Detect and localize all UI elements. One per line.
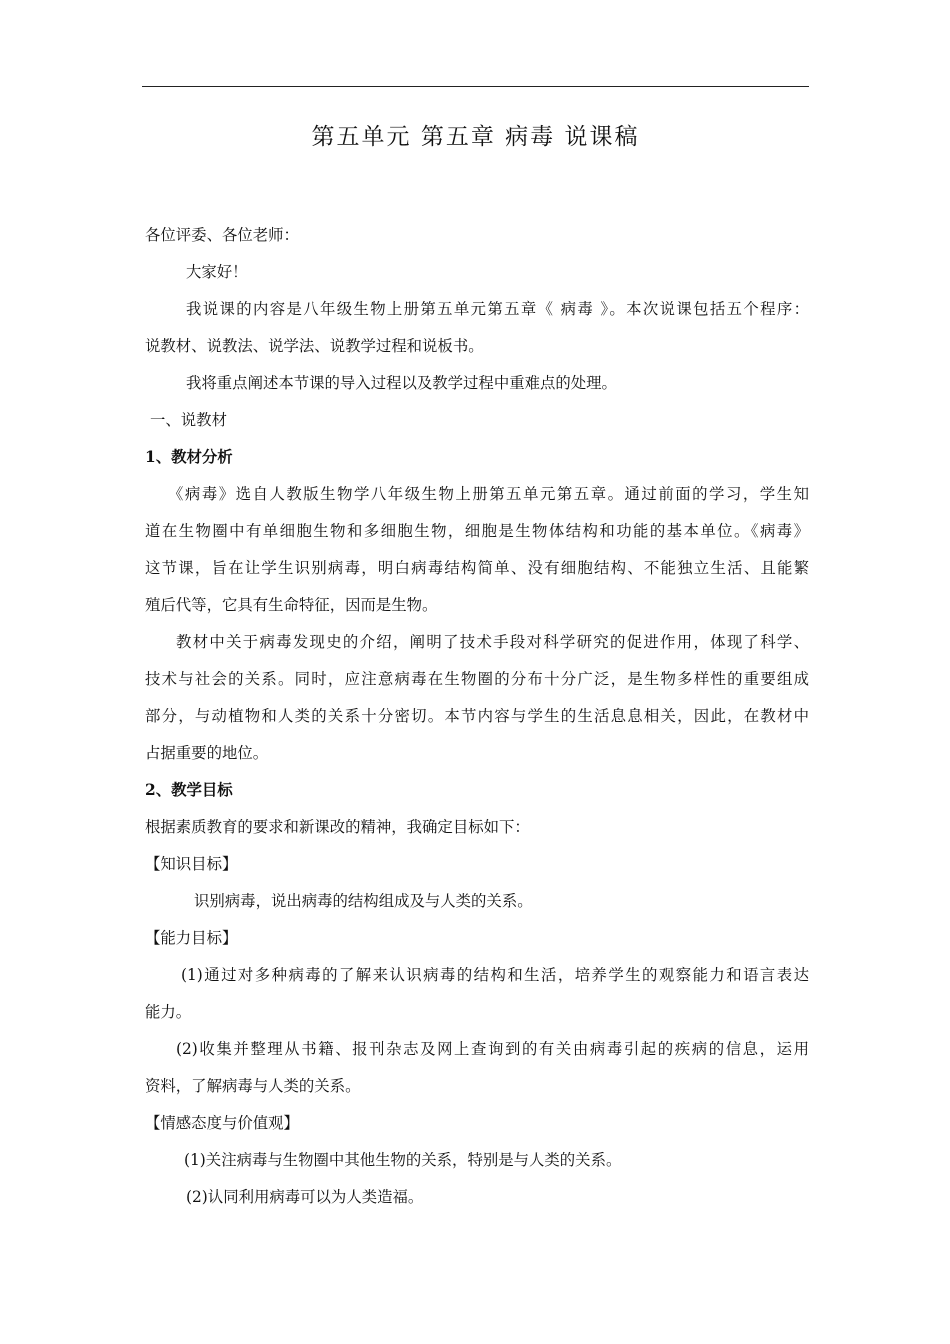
paragraph-line: 教材中关于病毒发现史的介绍，阐明了技术手段对科学研究的促进作用，体现了科学、	[176, 633, 809, 651]
paragraph-line: 根据素质教育的要求和新课改的精神，我确定目标如下：	[145, 818, 530, 836]
paragraph-line: (2)认同利用病毒可以为人类造福。	[186, 1188, 424, 1206]
paragraph-line: 殖后代等，它具有生命特征，因而是生物。	[145, 596, 438, 614]
paragraph-line: (1)通过对多种病毒的了解来认识病毒的结构和生活，培养学生的观察能力和语言表达	[181, 966, 809, 984]
paragraph-line: 我说课的内容是八年级生物上册第五单元第五章《 病毒 》。本次说课包括五个程序：	[186, 300, 809, 318]
paragraph-line: (1)关注病毒与生物圈中其他生物的关系，特别是与人类的关系。	[184, 1151, 622, 1169]
paragraph-line: 能力。	[145, 1003, 192, 1021]
paragraph-line: 占据重要的地位。	[145, 744, 269, 762]
subsection-heading: 1、教材分析	[145, 448, 233, 466]
subsection-heading: 2、教学目标	[145, 781, 233, 799]
paragraph-line: 资料，了解病毒与人类的关系。	[145, 1077, 361, 1095]
goal-heading-knowledge: 【知识目标】	[145, 855, 238, 873]
paragraph-line: 部分，与动植物和人类的关系十分密切。本节内容与学生的生活息息相关，因此，在教材中	[145, 707, 809, 725]
paragraph-line: 技术与社会的关系。同时，应注意病毒在生物圈的分布十分广泛，是生物多样性的重要组成	[145, 670, 809, 688]
document-title: 第五单元 第五章 病毒 说课稿	[311, 124, 640, 150]
section-heading: 一、说教材	[150, 411, 227, 429]
paragraph-line: (2)收集并整理从书籍、报刊杂志及网上查询到的有关由病毒引起的疾病的信息，运用	[176, 1040, 809, 1058]
header-rule	[142, 86, 809, 87]
paragraph-line: 这节课，旨在让学生识别病毒，明白病毒结构简单、没有细胞结构、不能独立生活、且能繁	[145, 559, 809, 577]
greeting: 大家好！	[186, 263, 248, 281]
paragraph-line: 我将重点阐述本节课的导入过程以及教学过程中重难点的处理。	[186, 374, 617, 392]
goal-heading-attitude: 【情感态度与价值观】	[145, 1114, 299, 1132]
paragraph-line: 识别病毒，说出病毒的结构组成及与人类的关系。	[194, 892, 533, 910]
paragraph-line: 道在生物圈中有单细胞生物和多细胞生物，细胞是生物体结构和功能的基本单位。《病毒》	[145, 522, 809, 540]
paragraph-line: 说教材、说教法、说学法、说教学过程和说板书。	[145, 337, 484, 355]
paragraph-line: 《病毒》选自人教版生物学八年级生物上册第五单元第五章。通过前面的学习，学生知	[168, 485, 809, 503]
goal-heading-ability: 【能力目标】	[145, 929, 238, 947]
salutation: 各位评委、各位老师：	[145, 226, 299, 244]
